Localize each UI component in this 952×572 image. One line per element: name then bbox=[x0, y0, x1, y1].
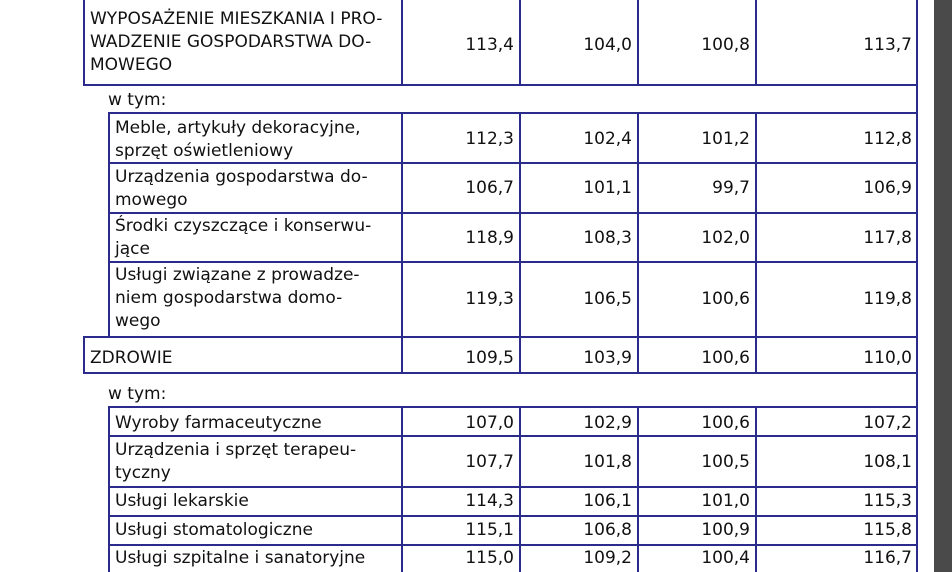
grid-line bbox=[755, 407, 757, 572]
category-label: ZDROWIE bbox=[90, 348, 173, 368]
value-cell: 100,6 bbox=[701, 289, 750, 309]
grid-line bbox=[401, 113, 403, 373]
grid-line bbox=[108, 515, 918, 517]
grid-line bbox=[637, 113, 639, 373]
value-cell: 103,9 bbox=[583, 348, 632, 368]
grid-line bbox=[519, 113, 521, 373]
subcategory-label: Wyroby farmaceutyczne bbox=[115, 413, 322, 433]
value-cell: 116,7 bbox=[863, 548, 912, 568]
grid-line bbox=[83, 336, 918, 338]
grid-line bbox=[108, 212, 918, 214]
grid-line bbox=[519, 407, 521, 572]
value-cell: 102,4 bbox=[583, 129, 632, 149]
subcategory-label: Usługi szpitalne i sanatoryjne bbox=[115, 548, 366, 568]
value-cell: 114,3 bbox=[465, 491, 514, 511]
grid-line bbox=[108, 261, 918, 263]
value-cell: 101,8 bbox=[583, 452, 632, 472]
grid-line bbox=[108, 162, 918, 164]
value-cell: 115,3 bbox=[863, 491, 912, 511]
value-cell: 119,3 bbox=[465, 289, 514, 309]
value-cell: 101,2 bbox=[701, 129, 750, 149]
value-cell: 100,6 bbox=[701, 348, 750, 368]
value-cell: 107,2 bbox=[863, 413, 912, 433]
subcategory-label: Urządzenia i sprzęt terapeu- tyczny bbox=[115, 440, 357, 483]
value-cell: 108,3 bbox=[583, 228, 632, 248]
value-cell: 112,8 bbox=[863, 129, 912, 149]
subcategory-label: Usługi stomatologiczne bbox=[115, 520, 313, 540]
value-cell: 100,5 bbox=[701, 452, 750, 472]
value-cell: 118,9 bbox=[465, 228, 514, 248]
value-cell: 115,8 bbox=[863, 520, 912, 540]
subcategory-label: Urządzenia gospodarstwa do- mowego bbox=[115, 167, 368, 210]
value-cell: 109,5 bbox=[465, 348, 514, 368]
grid-line bbox=[755, 113, 757, 373]
grid-line bbox=[637, 0, 639, 86]
grid-line bbox=[637, 407, 639, 572]
grid-line bbox=[83, 337, 85, 373]
value-cell: 119,8 bbox=[863, 289, 912, 309]
subcategory-label: Środki czyszczące i konserwu- jące bbox=[115, 216, 372, 259]
subcategory-label: Usługi lekarskie bbox=[115, 491, 249, 511]
value-cell: 99,7 bbox=[712, 178, 750, 198]
subcategory-label: Usługi związane z prowadze- niem gospodarstwa domo- wego bbox=[115, 265, 360, 331]
value-cell: 101,0 bbox=[701, 491, 750, 511]
value-cell: 100,4 bbox=[701, 548, 750, 568]
grid-line bbox=[83, 372, 918, 374]
value-cell: 104,0 bbox=[583, 35, 632, 55]
value-cell: 100,8 bbox=[701, 35, 750, 55]
value-cell: 109,2 bbox=[583, 548, 632, 568]
grid-line bbox=[108, 486, 918, 488]
value-cell: 107,7 bbox=[465, 452, 514, 472]
grid-line bbox=[108, 407, 110, 572]
value-cell: 102,0 bbox=[701, 228, 750, 248]
value-cell: 101,1 bbox=[583, 178, 632, 198]
value-cell: 107,0 bbox=[465, 413, 514, 433]
grid-line bbox=[83, 0, 85, 86]
value-cell: 108,1 bbox=[863, 452, 912, 472]
grid-line bbox=[755, 0, 757, 86]
value-cell: 100,6 bbox=[701, 413, 750, 433]
grid-line bbox=[401, 0, 403, 86]
value-cell: 113,4 bbox=[465, 35, 514, 55]
value-cell: 106,7 bbox=[465, 178, 514, 198]
grid-line bbox=[108, 112, 918, 114]
value-cell: 102,9 bbox=[583, 413, 632, 433]
grid-line bbox=[108, 406, 918, 408]
value-cell: 106,8 bbox=[583, 520, 632, 540]
value-cell: 100,9 bbox=[701, 520, 750, 540]
value-cell: 113,7 bbox=[863, 35, 912, 55]
value-cell: 106,9 bbox=[863, 178, 912, 198]
category-label: WYPOSAŻENIE MIESZKANIA I PRO- WADZENIE GOSPODARSTWA DO- MOWEGO bbox=[90, 9, 383, 75]
grid-line bbox=[108, 544, 918, 546]
subheading-label: w tym: bbox=[108, 384, 167, 404]
value-cell: 115,0 bbox=[465, 548, 514, 568]
grid-line bbox=[83, 84, 918, 86]
subheading-label: w tym: bbox=[108, 90, 167, 110]
grid-line bbox=[108, 435, 918, 437]
value-cell: 106,5 bbox=[583, 289, 632, 309]
value-cell: 117,8 bbox=[863, 228, 912, 248]
vertical-scrollbar[interactable] bbox=[934, 0, 952, 572]
value-cell: 112,3 bbox=[465, 129, 514, 149]
grid-line bbox=[519, 0, 521, 86]
subcategory-label: Meble, artykuły dekoracyjne, sprzęt oświetleniowy bbox=[115, 118, 361, 161]
value-cell: 110,0 bbox=[863, 348, 912, 368]
grid-line bbox=[108, 113, 110, 337]
grid-line bbox=[401, 407, 403, 572]
value-cell: 106,1 bbox=[583, 491, 632, 511]
value-cell: 115,1 bbox=[465, 520, 514, 540]
